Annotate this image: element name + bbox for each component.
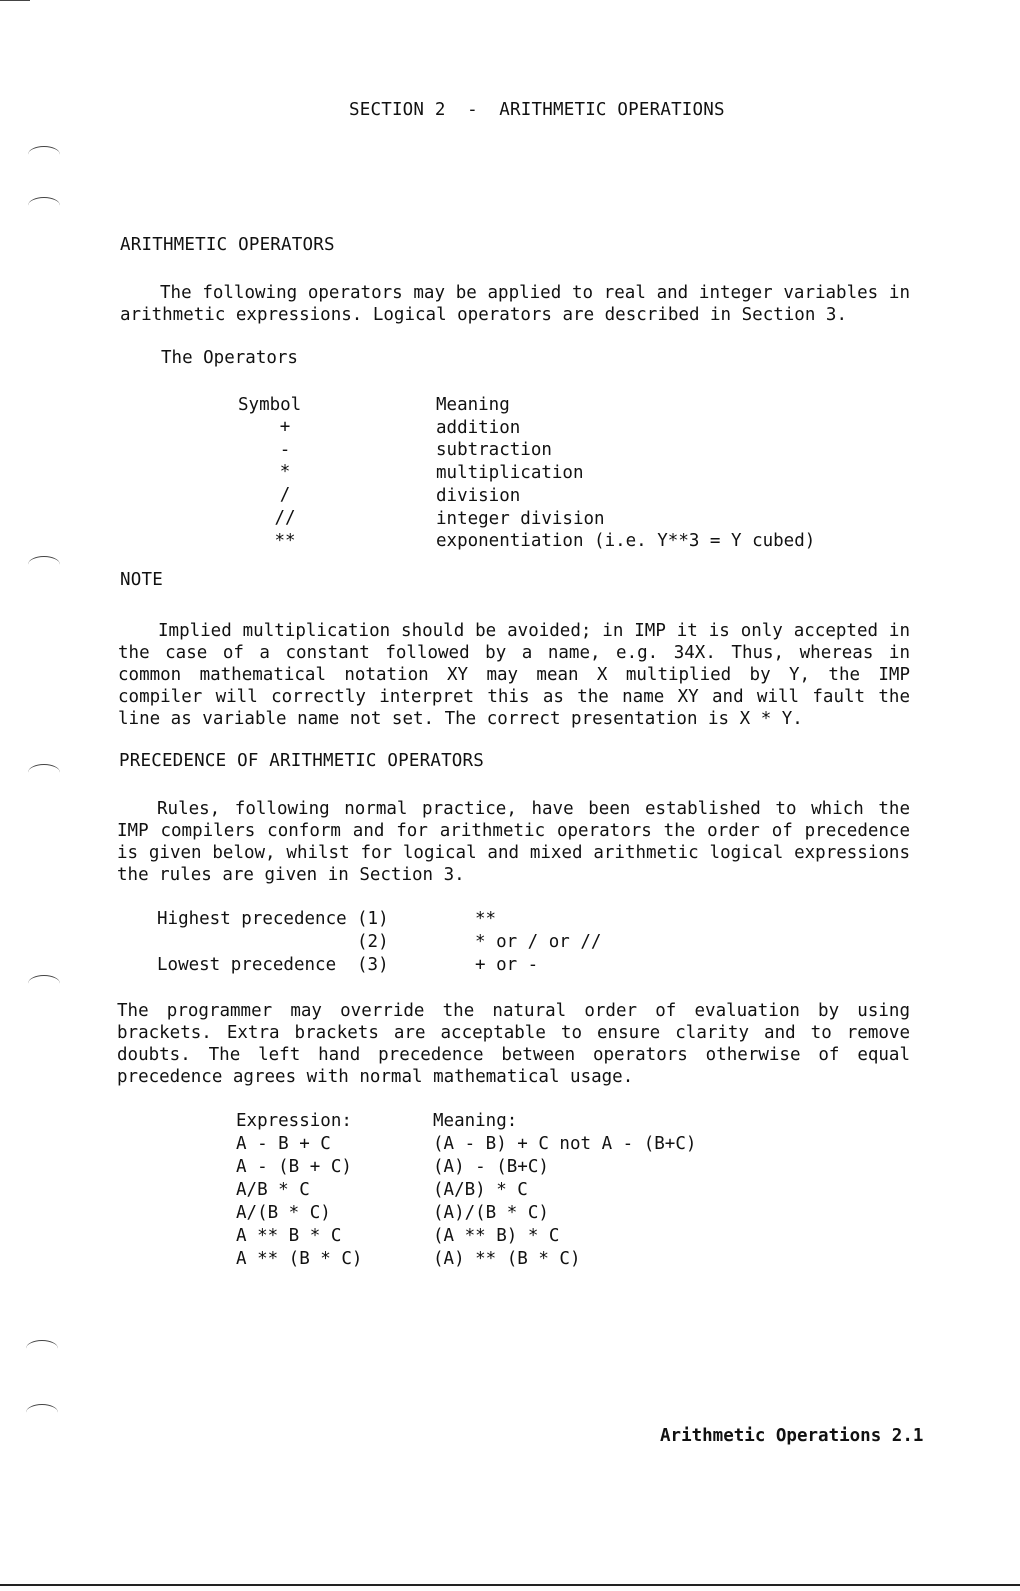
section-heading-arithmetic-operators: ARITHMETIC OPERATORS <box>120 235 335 255</box>
page-footer: Arithmetic Operations 2.1 <box>660 1426 924 1446</box>
expression-meaning: (A)/(B * C) <box>433 1203 549 1223</box>
precedence-ops: + or - <box>475 955 539 975</box>
symbol-header: Symbol <box>238 395 302 415</box>
operator-symbol: * <box>279 462 291 483</box>
operator-meaning: addition <box>436 417 521 438</box>
precedence-label-middle <box>157 931 347 954</box>
expression: A/(B * C) <box>236 1203 331 1223</box>
operator-meaning: multiplication <box>436 463 584 484</box>
precedence-rank: (2) <box>357 932 389 952</box>
expression-meaning: (A) ** (B * C) <box>433 1249 581 1269</box>
operator-symbol: // <box>274 507 296 528</box>
precedence-operators <box>475 908 675 977</box>
note-heading: NOTE <box>120 570 163 590</box>
operator-meaning-column <box>436 394 836 553</box>
punch-hole-mark <box>28 146 60 163</box>
operator-symbol-list <box>262 416 308 552</box>
precedence-labels <box>157 908 347 977</box>
operator-meaning: division <box>436 485 521 506</box>
section-heading-precedence: PRECEDENCE OF ARITHMETIC OPERATORS <box>119 751 485 771</box>
operator-symbol: ** <box>274 530 296 551</box>
note-paragraph: Implied multiplication should be avoided; in IMP it is only accepted in the case of a constant followed by a name, e.g. 34X. Thus, whereas in common mathematical notation XY may mean X multiplied by Y, the IMP compiler will correctly interpret this as the name XY and will fault the line as variable name not set. The correct presentation is X * Y. <box>118 621 910 729</box>
operator-meaning: subtraction <box>436 440 552 461</box>
precedence-ops: * or / or // <box>475 932 602 952</box>
precedence-ranks <box>357 908 407 977</box>
expression: A ** B * C <box>236 1226 342 1246</box>
precedence-rank: (1) <box>357 909 389 929</box>
operator-symbol: + <box>279 417 291 437</box>
punch-hole-mark <box>28 197 60 214</box>
expression-meaning: (A ** B) * C <box>433 1226 560 1246</box>
precedence-rules-paragraph: Rules, following normal practice, have been established to which the IMP compilers conform and for arithmetic operators the order of precedence is given below, whilst for logical and mixed arithmetic logical expressions the rules are given in Section 3. <box>117 799 910 885</box>
expression-meaning: (A) - (B+C) <box>433 1157 549 1177</box>
expression: A/B * C <box>236 1180 310 1200</box>
page-title: SECTION 2 - ARITHMETIC OPERATIONS <box>349 100 725 120</box>
expression: A - B + C <box>236 1134 331 1154</box>
punch-hole-mark <box>28 764 60 781</box>
precedence-label-highest: Highest precedence <box>157 909 347 929</box>
punch-hole-mark <box>28 975 60 992</box>
expression: A ** (B * C) <box>236 1249 363 1269</box>
operator-symbol: - <box>279 439 291 460</box>
expression-meaning-header: Meaning: <box>433 1111 518 1131</box>
expression-meaning: (A/B) * C <box>433 1180 528 1200</box>
precedence-ops: ** <box>475 909 497 929</box>
punch-hole-mark <box>28 556 60 573</box>
precedence-rank: (3) <box>357 955 389 975</box>
expression-meaning: (A - B) + C not A - (B+C) <box>433 1134 697 1154</box>
expression-column <box>236 1110 426 1271</box>
expression-header: Expression: <box>236 1111 352 1131</box>
punch-hole-mark <box>26 1404 58 1421</box>
operator-meaning: exponentiation (i.e. Y**3 = Y cubed) <box>436 531 816 552</box>
scan-corner-mark <box>0 0 30 11</box>
punch-hole-mark <box>26 1340 58 1357</box>
expression: A - (B + C) <box>236 1157 352 1177</box>
operator-symbol-column <box>238 394 348 417</box>
precedence-label-lowest: Lowest precedence <box>157 955 337 975</box>
expression-meaning-column <box>433 1110 753 1271</box>
operator-symbol: / <box>279 485 291 506</box>
operators-subheading: The Operators <box>161 348 298 368</box>
override-paragraph: The programmer may override the natural order of evaluation by using brackets. Extra brackets are acceptable to ensure clarity and to remove doubts. The left hand precedence between operators otherwise of equal precedence agrees with normal mathematical usage. <box>117 1001 910 1087</box>
meaning-header: Meaning <box>436 395 510 415</box>
scan-bottom-edge <box>0 1584 1020 1586</box>
intro-paragraph: The following operators may be applied to real and integer variables in arithmetic expressions. Logical operators are described in Section 3. <box>120 283 910 325</box>
operator-meaning: integer division <box>436 508 605 529</box>
